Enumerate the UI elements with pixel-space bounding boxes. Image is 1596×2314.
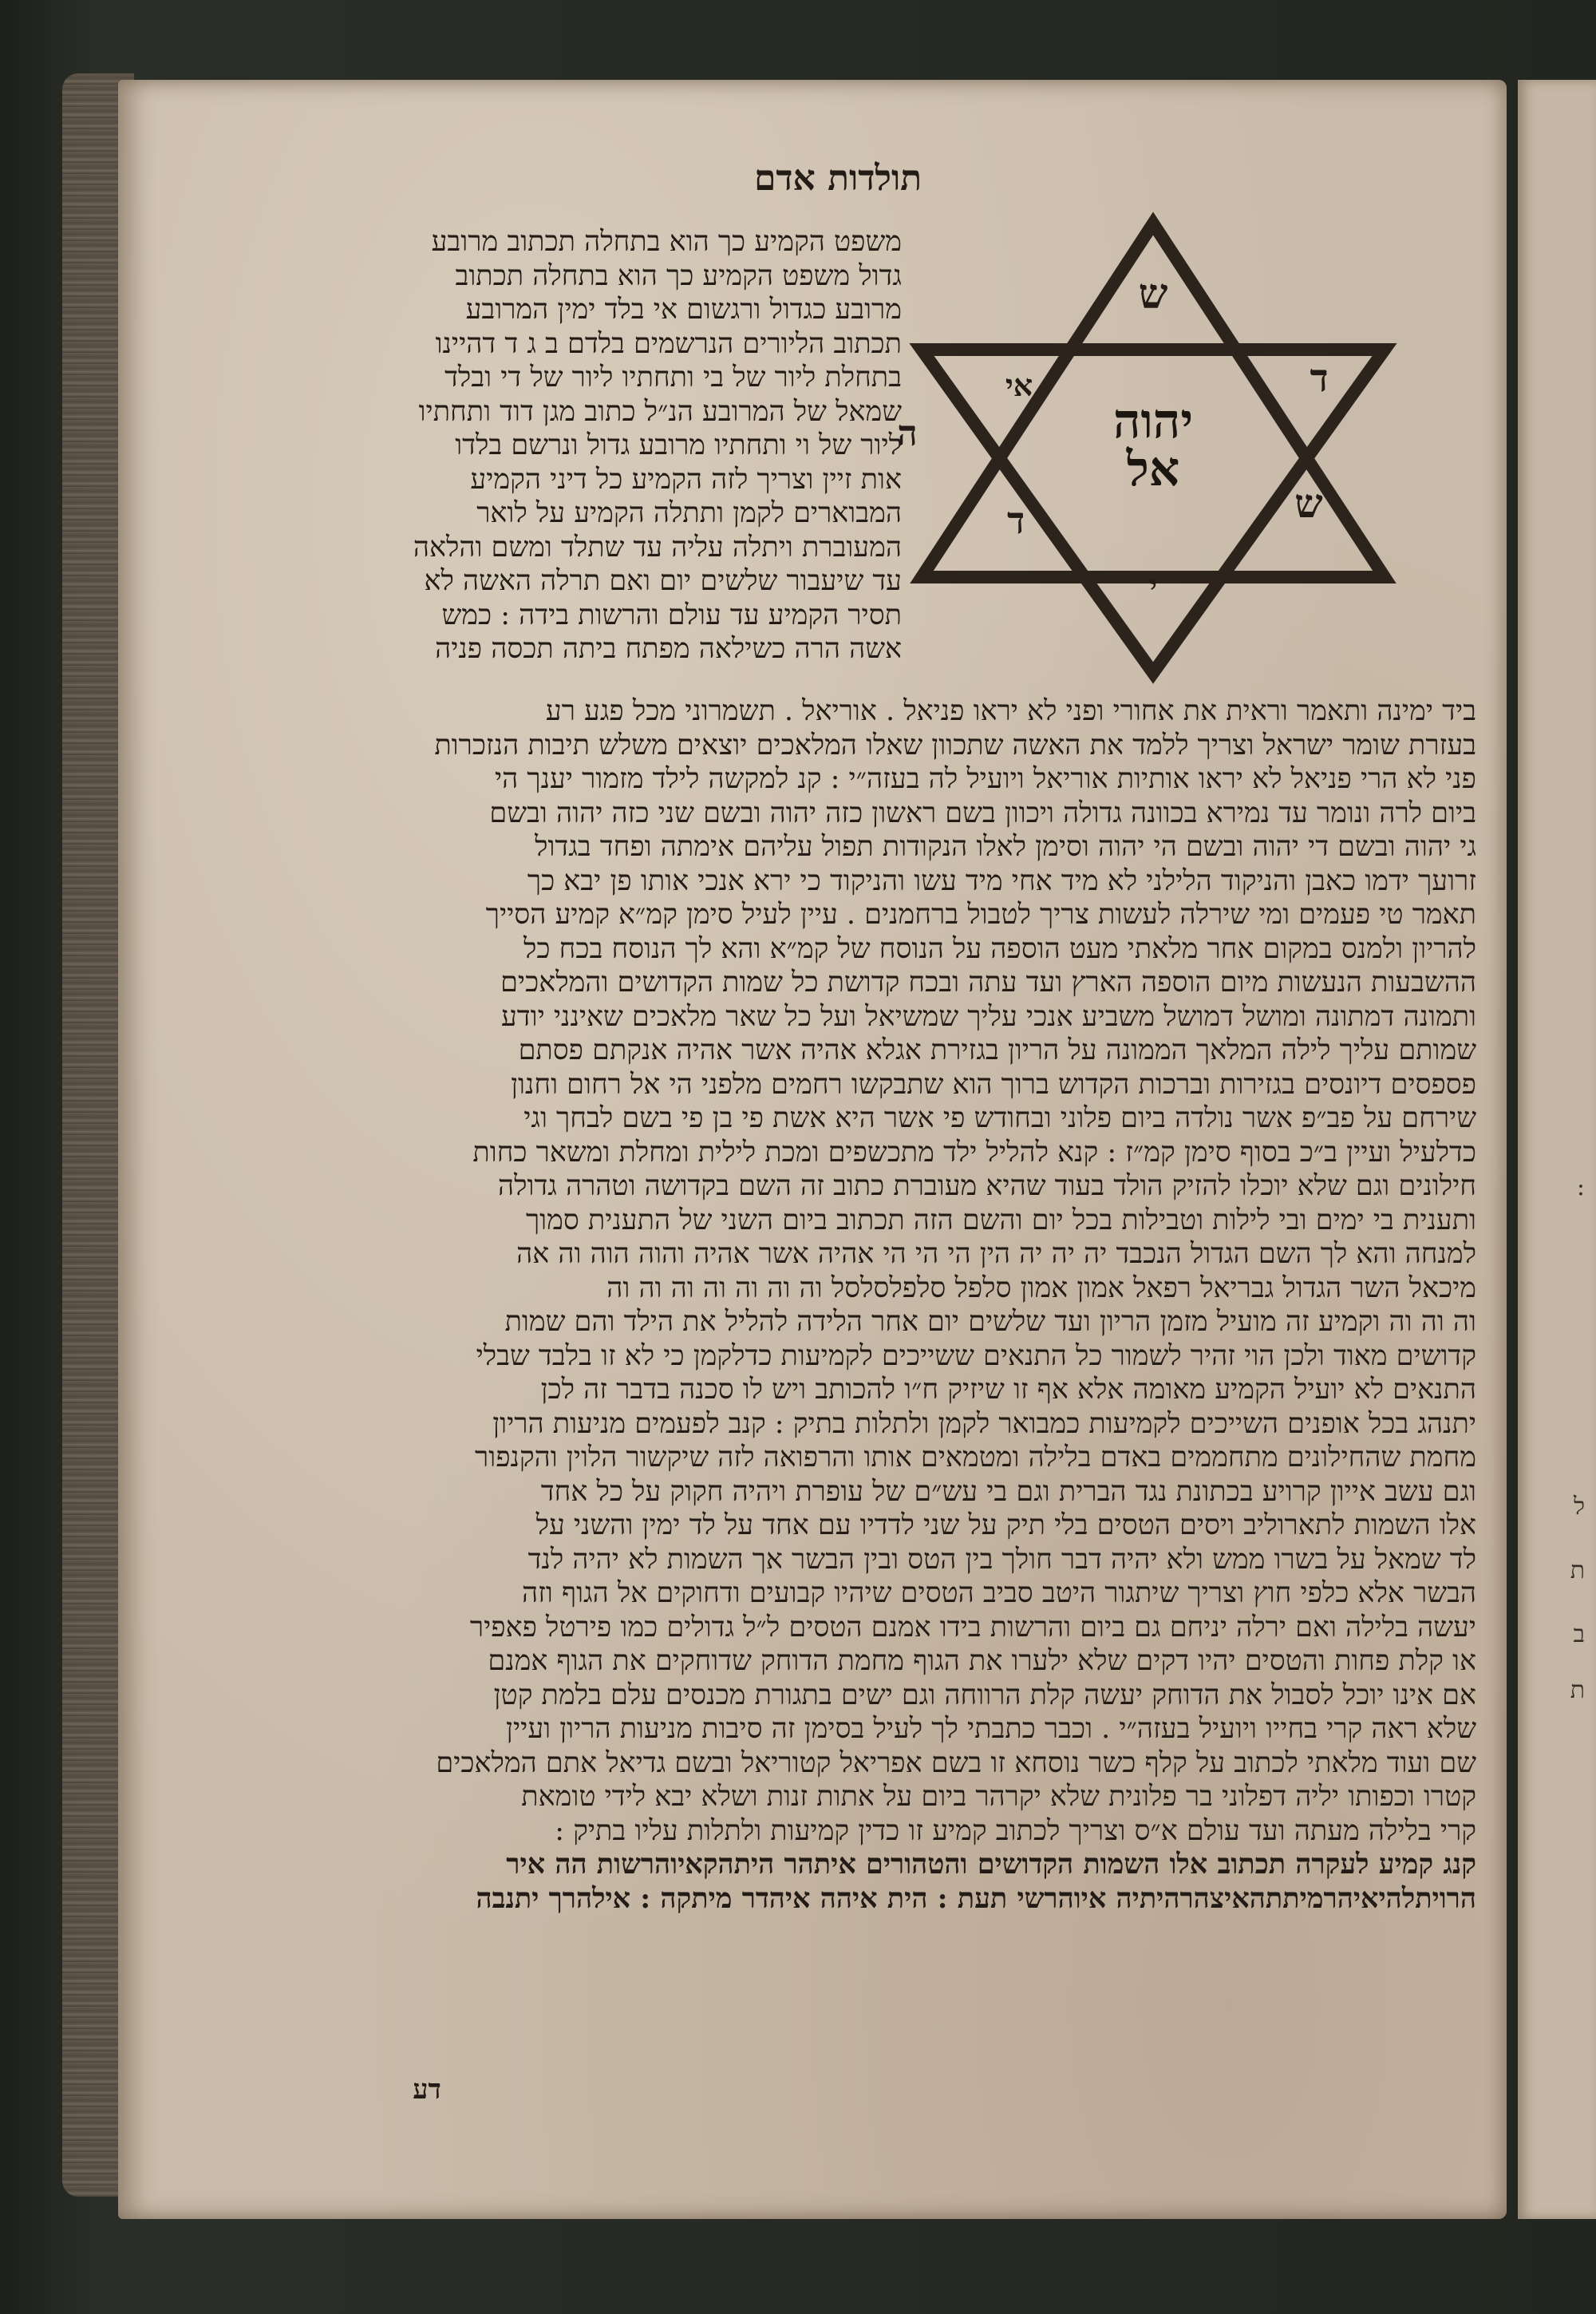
facing-page-fragment: ת: [1570, 1676, 1585, 1704]
facing-page-edge: [1518, 80, 1596, 2219]
text-line: יעשה בלילה ואם ירלה יניחם גם ביום והרשות בידו אמנם הטסים ל״ל גדולים כמו פירטל פאפיר: [469, 1611, 1476, 1644]
hexagram-letter-bottom: י: [1148, 568, 1158, 605]
hexagram-letter-upper-left: אי: [1005, 367, 1033, 403]
page-number: דע: [413, 2074, 441, 2106]
text-line: ההשבעות הנעשות מיום הוספה הארץ ועד עתה ובכח קדושת כל שמות הקדושים והמלאכים: [500, 967, 1476, 999]
text-line: פני לא הרי פניאל לא יראו אותיות אוריאל ויועיל לה בעזה״י : קנ למקשה לילד מזמור יענך הי: [494, 763, 1476, 795]
text-line: אם אינו יוכל לסבול את הדוחק יעשה קלת הרווחה וגם ישים בתגורת מכנסים עלם בלמת קטן: [493, 1679, 1476, 1711]
text-line: שמאל של המרובע הנ״ל כתוב מגן דוד ותחתיו: [418, 395, 902, 428]
text-line: להריון ולמנס במקום אחר מלאתי מעט הוספה על הנוסח של קמ״א והא לך הנוסח בכח כל: [523, 932, 1476, 965]
text-line: אשה הרה כשילאה מפתח ביתה תכסה פניה: [435, 633, 902, 665]
text-line: גדול משפט הקמיע כך הוא בתחלה תכתוב: [455, 259, 902, 292]
text-line: בעזרת שומר ישראל וצריך ללמד את האשה שתכוון שאלו המלאכים יוצאים משלש תיבות הנזכרות: [434, 729, 1476, 761]
text-line: בתחלת ליור של בי ותחתיו ליור של די ובלד: [444, 362, 902, 394]
text-line: קנג קמיע לעקרה תכתוב אלו השמות הקדושים והטהורים איתהר היתהקאיוהרשות הה איר: [506, 1848, 1476, 1881]
hexagram-center-name: יהוה: [1112, 394, 1194, 449]
text-line: עד שיעבור שלשים יום ואם תרלה האשה לא: [424, 565, 902, 597]
text-line: ביום לרה ונומר עד נמירא בכוונה גדולה ויכוון בשם ראשון כזה יהוה ובשם שני כזה יהוה ובשם: [489, 797, 1476, 829]
top-text-column: [263, 225, 902, 667]
text-line: ותמונה דמתונה ומושל דמושל משביע אנכי עליך שמשיאל ועל כל שאר מלאכים שאינני יודע: [500, 1000, 1476, 1033]
text-line: קטרו וכפותו יליה דפלוני בר פלונית שלא יקרהר ביום על אתות זנות ושלא יבא לידי טומאת: [521, 1781, 1476, 1813]
text-line: או קלת פחות והטסים יהיו דקים שלא ילערו את הגוף מחמת הדוחק שדוחקים את הגוף אמנם: [488, 1645, 1476, 1677]
text-line: זרועך ידמו כאבן והניקוד הלילני לא מיד אחי מיד עשו והניקוד כי ירא אנכי אותו פן יבא כך: [527, 864, 1476, 897]
hexagram-letter-top: ש: [1138, 270, 1168, 318]
text-line: קדושים מאוד ולכן הוי זהיר לשמור כל התנאים ששייכים לקמיעות כדלקמן כי לא זו בלבד שבלי: [476, 1339, 1476, 1372]
text-line: מחמת שהחילונים מתחממים באדם בלילה ומטמאים אותו והרפואה לזה שיקשור הלוין והקנפור: [475, 1442, 1476, 1473]
text-line: חילונים וגם שלא יוכלו להזיק הולד בעוד שהיא מעוברת כתוב זה השם בקדושה וטהרה גדולה: [498, 1170, 1476, 1202]
text-line: כדלעיל ועיין ב״כ בסוף סימן קמ״ז : קנא להליל ילד מתכשפים ומכת לילית ומחלת ומשאר כחות: [472, 1136, 1476, 1169]
hexagram-letter-lower-right: ש: [1294, 480, 1323, 527]
text-line: הבשר אלא כלפי חוץ וצריך שיתגור היטב סביב הטסים שיהיו קבועים ודחוקים אל הגוף וזה: [522, 1577, 1476, 1609]
facing-page-fragment: :: [1576, 1173, 1585, 1201]
text-line: וה וה וה וקמיע זה מועיל מזמן הריון ועד שלשים יום אחר הלידה להליל את הילד והם שמות: [504, 1306, 1476, 1338]
text-line: משפט הקמיע כך הוא בתחלה תכתוב מרובע: [431, 226, 902, 258]
text-line: המעוברת ויתלה עליה עד שתלד ומשם והלאה: [413, 531, 902, 564]
hexagram-letter-upper-right: ד: [1310, 356, 1329, 401]
text-line: ותענית בי ימים ובי לילות וטבילות בכל יום והשם הזה תכתוב ביום השני של התענית סמוך: [525, 1204, 1476, 1236]
text-line: אות זיין וצריך לזה הקמיע כל דיני הקמיע: [470, 463, 902, 496]
star-of-david-diagram: [897, 214, 1424, 685]
text-line: לד שמאל על בשרו ממש ולא יהיה דבר חולך בין הטס ובין הבשר אך השמות לא יהיה לנד: [527, 1543, 1476, 1576]
text-line: ליור של וי ותחתיו מרובע גדול ונרשם בלדו: [455, 429, 902, 461]
text-line: התנאים לא יועיל הקמיע מאומה אלא אף זו שיזיק ח״ו להכותב ויש לו סכנה בדבר זה לכן: [540, 1374, 1476, 1406]
running-head: תולדות אדם: [753, 158, 922, 199]
facing-page-fragment: ב: [1573, 1620, 1585, 1648]
hexagram-center-el: אל: [1126, 441, 1180, 497]
text-line: שירחם על פב״פ אשר נולדה ביום פלוני ובחודש פי אשר היא אשת פי בן פי בשם לבחך וגי: [523, 1102, 1476, 1134]
text-line: שמותם עליך לילה המלאך הממונה על הריון בגזירת אגלא אהיה אשר אהיה אנקתם פסתם: [518, 1034, 1476, 1066]
text-line: מיכאל השר הגדול גבריאל רפאל אמון אמון סלפל סלפלסלסל וה וה וה וה וה וה וה: [606, 1272, 1476, 1304]
text-line: וגם עשב אייון קרויע בכתונת נגד הברית וגם בי עש״ם של עופרת ויהיה חקוק על כל אחד: [540, 1475, 1476, 1508]
facing-page-fragment: ת: [1570, 1557, 1585, 1584]
text-line: שם ועוד מלאתי לכתוב על קלף כשר נוסחא זו בשם אפריאל קטוריאל ובשם גדיאל אתם המלאכים: [436, 1746, 1476, 1779]
text-line: פספסים דיונסים בגזירות וברכות הקדוש ברוך הוא שתבקשו רחמים מלפני הי אל רחום וחנון: [511, 1068, 1476, 1101]
hexagram-letter-outer-left: ה: [897, 413, 918, 454]
text-line: קרי בלילה מעתה ועד עולם א״ס וצריך לכתוב קמיע זו כדין קמיעות ולתלות עליו בתיק :: [555, 1814, 1476, 1847]
text-line: שלא ראה קרי בחייו ויועיל בעזה״י . וכבר כתבתי לך לעיל בסימן זה סיבות מניעות הריון ועיין: [506, 1713, 1476, 1745]
hexagram-letter-lower-left: ד: [1006, 499, 1025, 542]
text-line: גי יהוה ובשם די יהוה ובשם הי יהוה וסימן לאלו הנקודות תפול עליהם אימתה ופחד בגדול: [535, 831, 1476, 863]
main-text-column: [263, 694, 1476, 1916]
text-line: תסיר הקמיע עד עולם והרשות בידה : כמש: [441, 599, 902, 631]
text-line: אלו השמות לתארוליב ויסים הטסים בלי תיק על שני לדדיו עם אחד על לד ימין והשני על: [535, 1509, 1476, 1541]
text-line: תכתוב הליורים הנרשמים בלדם ב ג ד דהיינו: [435, 327, 902, 360]
text-line: תאמר טי פעמים ומי שירלה לעשות צריך לטבול ברחמנים . עיין לעיל סימן קמ״א קמיע הסייך: [485, 899, 1476, 931]
text-line: המבוארים לקמן ותתלה הקמיע על לואר: [476, 497, 902, 529]
text-line: הרויתלהיאיהרמיתתהאיצהרהיתיה איוהרשי תעת : הית איהה איהדר מיתקה : אילהרך יתנבה: [476, 1881, 1476, 1915]
hexagram-svg: [897, 214, 1424, 685]
text-line: למנחה והא לך השם הגדול הנכבד יה יה יה הין הי הי הי אהיה אשר אהיה והוה הוה וה אה: [516, 1238, 1476, 1270]
facing-page-fragment: ל: [1573, 1493, 1585, 1521]
text-line: מרובע כגדול ורגשום אי בלד ימין המרובע: [465, 294, 902, 326]
text-line: ביד ימינה ותאמר וראית את אחורי ופני לא יראו פניאל . אוריאל . תשמרוני מכל פגע רע: [545, 695, 1476, 727]
text-line: יתנהג בכל אופנים השייכים לקמיעות כמבואר לקמן ולתלות בתיק : קנב לפעמים מניעות הריון: [492, 1407, 1476, 1440]
